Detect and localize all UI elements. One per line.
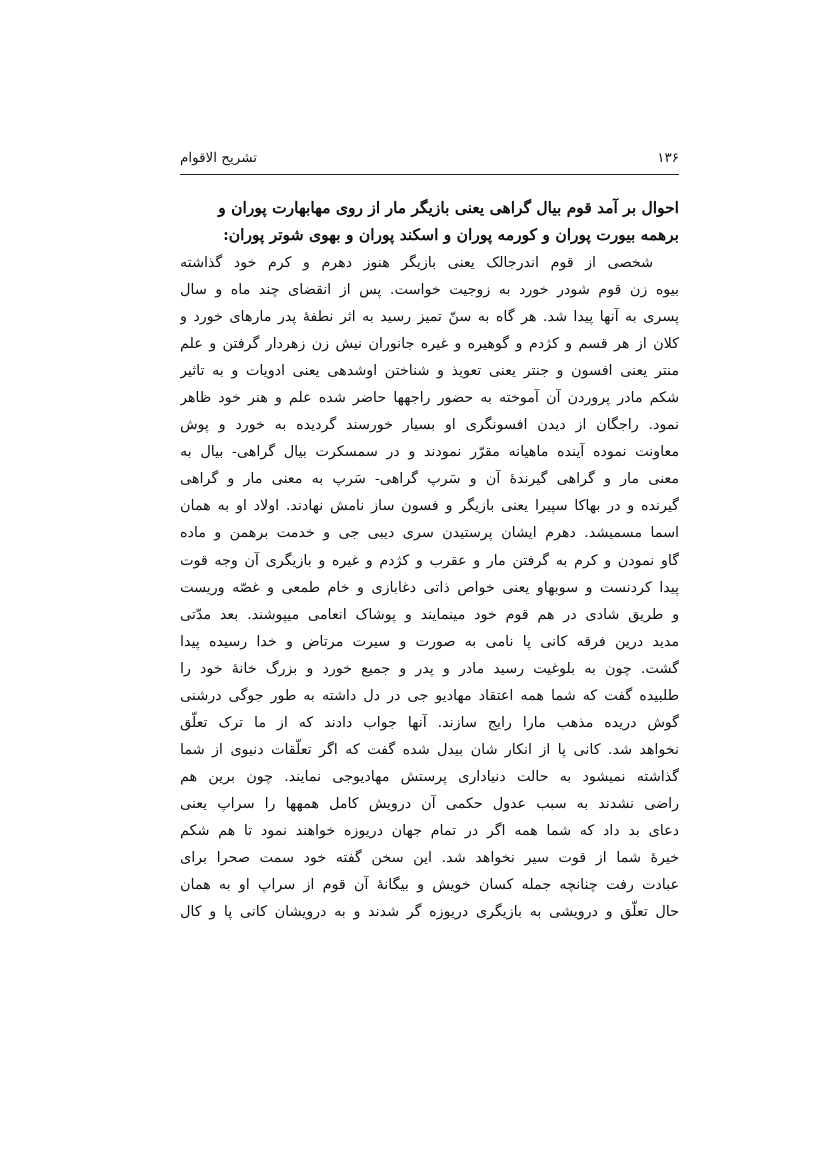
page-number: ۱۳۶ <box>657 150 679 166</box>
body-line: نخواهد شد. کانی پا از انکار شان بیدل شده گفت که اگر تعلّقات دنیوی از شما <box>180 741 679 758</box>
heading-line: احوال بر آمد قوم بیال گراهی یعنی بازیگر مار از روی مهابهارت پوران و <box>218 198 679 217</box>
header-rule <box>180 174 679 175</box>
body-line: معاونت نموده آینده ماهیانه مقرّر نمودند و در سمسکرت بیال گراهی- بیال به <box>180 444 679 461</box>
body-line: حال تعلّق و درویشی به بازیگری دریوزه گر شدند و به درویشان کانی پا و کال <box>180 904 679 921</box>
body-line: گاو نمودن و کرم به گرفتن مار و عقرب و کژدم و غیره و بازیگری آن وجه قوت <box>180 552 679 569</box>
body-line: گذاشته نمیشود به حالت دنیاداری پرستش مهادیوجی نمایند. چون برین هم <box>180 768 679 785</box>
body-line: منتر یعنی افسون و جنتر یعنی تعویذ و شناختن اوشدهی یعنی ادویات و به تاثیر <box>180 363 679 380</box>
body-line: شکم مادر پروردن آن آموخته به حضور راجهها حاضر شده علم و هنر خود ظاهر <box>180 390 679 407</box>
running-header <box>180 146 679 170</box>
body-line: عبادت رفت چنانچه جمله کسان خویش و بیگانهٔ آن قوم از سراپ او به همان <box>180 877 679 894</box>
body-line: اسما مسمیشد. دهرم ایشان پرستیدن سری دیبی جی و خدمت برهمن و ماده <box>180 525 679 542</box>
section-heading <box>180 194 679 248</box>
body-line: معنی مار و گراهی گیرندهٔ آن و سَرپ گراهی- سَرپ به معنی مار و گراهی <box>180 471 679 488</box>
body-line: راضی نشدند به سبب عدول حکمی آن درویش کامل همهها را سراپ یعنی <box>180 795 679 812</box>
body-line: شخصی از قوم اندرجالک یعنی بازیگر هنوز دهرم و کرم خود گذاشته <box>180 255 653 271</box>
body-line: گوش دریده مذهب مارا رایج سازند. آنها جواب دادند که از ما ترک تعلّق <box>180 714 679 731</box>
body-line: مدید درین فرقه کانی پا نامی به صورت و سیرت مرتاض و خدا رسیده پیدا <box>180 633 679 650</box>
body-line: گشت. چون به بلوغیت رسید مادر و پدر و جمیع خورد و بزرگ خانهٔ خود را <box>180 660 679 677</box>
body-line: و طریق شادی در هم قوم خود مینمایند و پوشاک انعامی میپوشند. بعد مدّتی <box>180 606 679 623</box>
body-line: پیدا کردنست و سوبهاو یعنی خواص ذاتی دغابازی و خام طمعی و غصّه وریست <box>180 579 679 596</box>
body-line: طلبیده گفت که شما همه اعتقاد مهادیو جی در دل داشته به طور جوگی درشنی <box>180 687 679 704</box>
body-line: دعای بد داد که شما همه اگر در تمام جهان دریوزه خواهند نمود تا هم شکم <box>180 822 679 839</box>
body-line: گیرنده و در بهاکا سپیرا یعنی بازیگر و فسون ساز نامش نهادند. اولاد او به همان <box>180 498 679 515</box>
body-line: نمود. راجگان از دیدن افسونگری او بسیار خورسند گردیده به خورد و پوش <box>180 417 679 434</box>
body-line: بیوه زن قوم شودر خورد به زوجیت خواست. پس از انقضای چند ماه و سال <box>180 282 679 299</box>
body-line: پسری به آنها پیدا شد. هر گاه به سنّ تمیز رسید به اثر نطفهٔ پدر مارهای خورد و <box>180 309 679 326</box>
body-line: خیرهٔ شما از قوت سیر نخواهد شد. این سخن گفته خود سمت صحرا برای <box>180 850 679 867</box>
book-title: تشریح الاقوام <box>180 150 257 166</box>
body-text <box>180 250 679 926</box>
heading-line: برهمه بیورت پوران و کورمه پوران و اسکند پوران و بهوی شوتر پوران: <box>223 225 679 244</box>
body-line: کلان از هر قسم و کژدم و گوهیره و غیره جانوران نیش زن زهردار گرفتن و علم <box>180 336 679 353</box>
